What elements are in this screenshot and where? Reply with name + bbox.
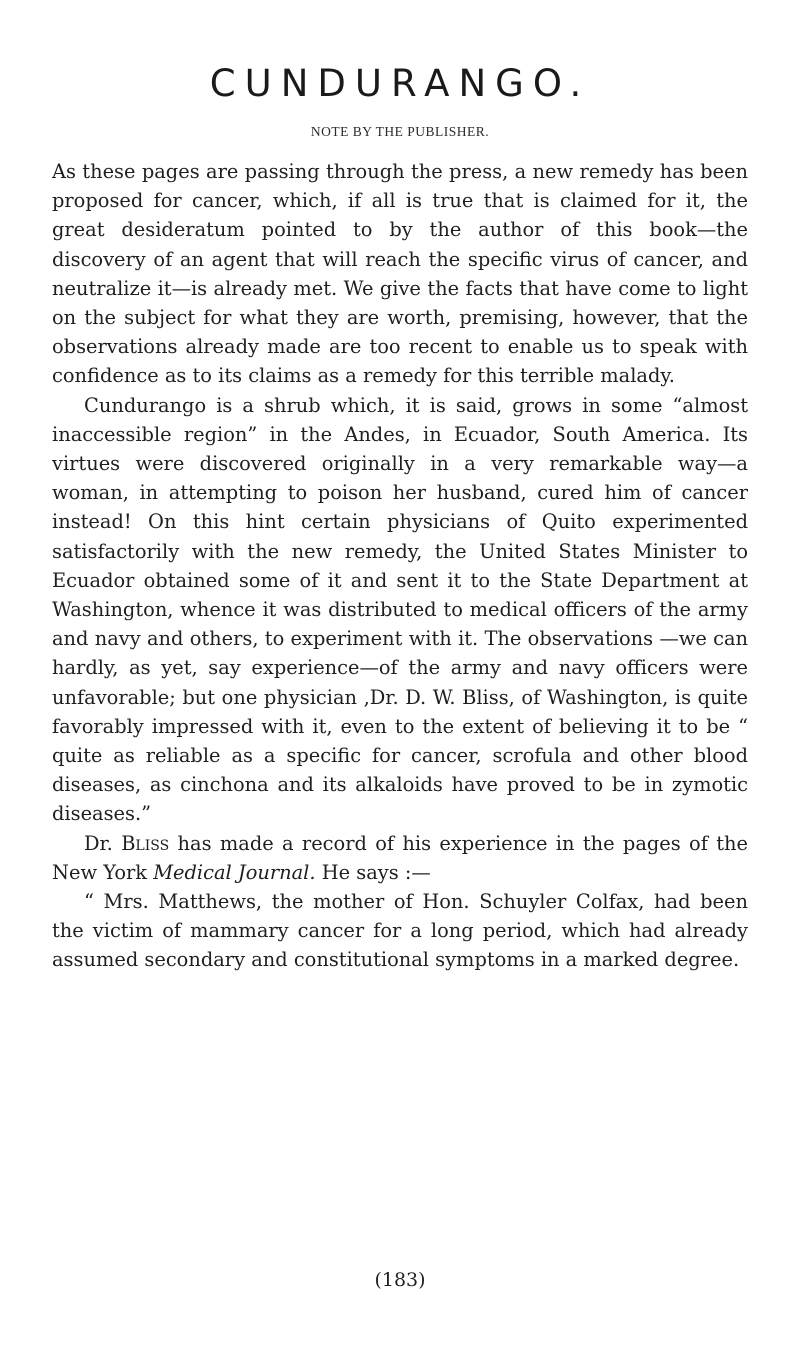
paragraph-quotation: “ Mrs. Matthews, the mother of Hon. Schuyler Colfax, had been the victim of mammary cancer for a long period, which had already assumed secondary and constitutional symptoms in a marked degree. xyxy=(52,890,748,972)
publisher-note-heading: NOTE BY THE PUBLISHER. xyxy=(310,124,490,139)
paragraph-intro: As these pages are passing through the press, a new remedy has been proposed for cancer, which, if all is true that is claimed for it, the great desideratum pointed to by the author of this book—the discovery of an agent that will reach the specific virus of cancer, and neutralize it—is already met. We give the facts that have come to light on the subject for what they are worth, premising, however, that the observations already made are too recent to enable us to speak with confidence as to its claims as a remedy for this terrible malady. xyxy=(52,160,748,388)
page-number: (183) xyxy=(374,1269,426,1291)
paragraph-cundurango-origin: Cundurango is a shrub which, it is said, grows in some “almost inaccessible region” in the Andes, in Ecuador, South America. Its virtues were discovered originally in a very remarkable way—a woman, in attempting to poison her husband, cured him of cancer instead! On this hint certain physicians of Quito experimented satisfactorily with the new remedy, the United States Minister to Ecuador obtained some of it and sent it to the State Department at Washington, whence it was distributed to medical officers of the army and navy and others, to experiment with it. The observations —we can hardly, as yet, say experience—of the army and navy officers were unfavorable; but one physician ,Dr. D. W. Bliss, of Washington, is quite favorably impressed with it, even to the extent of believing it to be “ quite as reliable as a specific for cancer, scrofula and other blood diseases, as cinchona and its alkaloids have proved to be in zymotic diseases.” xyxy=(52,393,748,826)
book-page xyxy=(52,0,748,1362)
page-title: CUNDURANGO. xyxy=(209,62,591,105)
journal-name: Medical Journal. xyxy=(153,860,316,884)
bliss-record-text-3: He says :— xyxy=(315,860,431,884)
bliss-record-text-2: has made a record of his experience in the pages of the New York xyxy=(52,831,748,884)
paragraph-bliss-record xyxy=(52,829,748,887)
body-text xyxy=(52,157,748,975)
bliss-record-text-1: Dr. xyxy=(84,831,122,855)
bliss-name: Bliss xyxy=(121,831,170,855)
